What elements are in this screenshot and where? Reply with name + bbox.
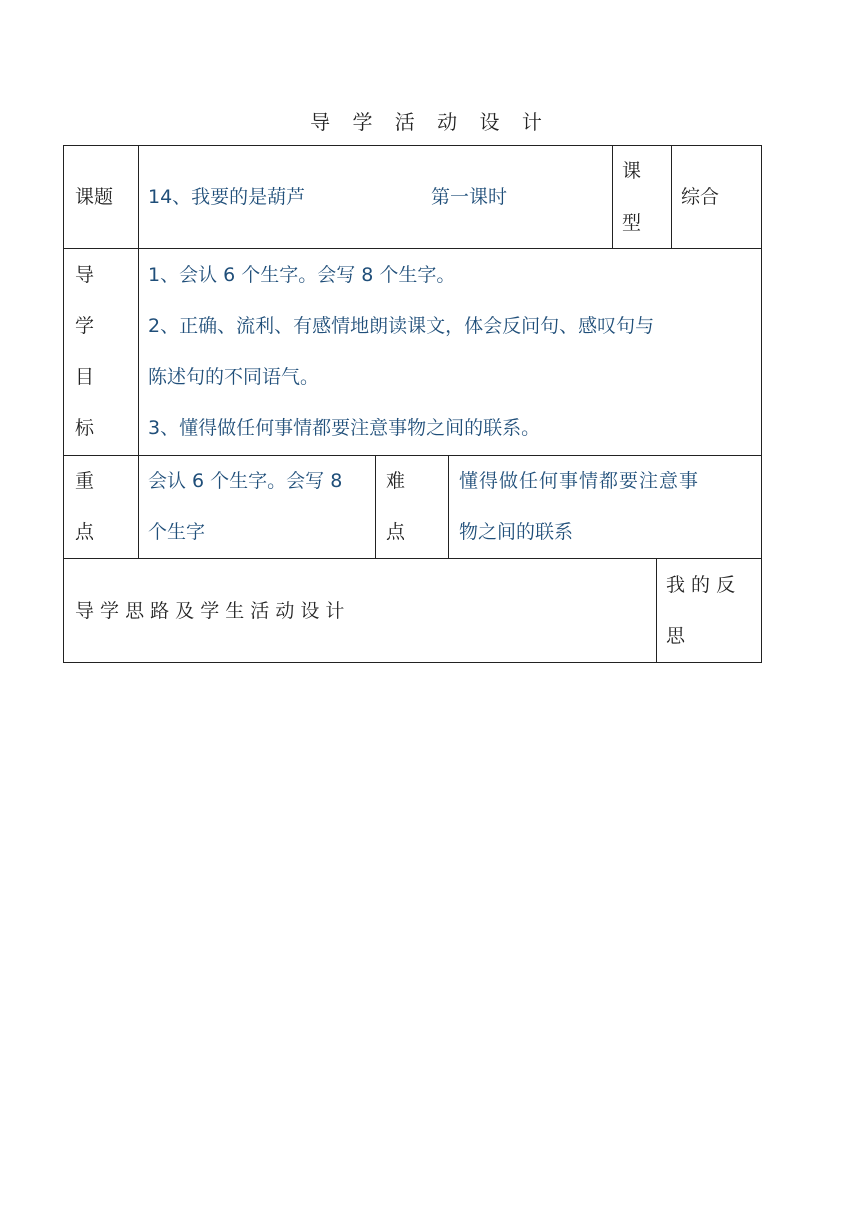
row-divider (63, 248, 762, 249)
col-divider (612, 145, 613, 249)
key-points-label (75, 456, 125, 558)
type-label-line-1: 课 (622, 160, 642, 182)
col-divider (448, 455, 449, 559)
goals-label-char: 学 (75, 315, 95, 337)
goal-item: 2、正确、流利、有感情地朗读课文，体会反问句、感叹句与 (148, 315, 655, 337)
goals-label (75, 250, 125, 454)
key-points-line-2: 个生字 (148, 521, 206, 543)
difficulty-label-line-2: 点 (386, 521, 406, 543)
col-divider (138, 248, 139, 456)
key-points-label-line-1: 重 (75, 470, 95, 492)
goal-item: 1、会认 6 个生字。会写 8 个生字。 (148, 264, 456, 286)
type-label (622, 158, 666, 236)
difficulty-line-1: 懂得做任何事情都要注意事 (459, 470, 700, 492)
type-value: 综合 (681, 186, 720, 208)
col-divider (671, 145, 672, 249)
document-title: 导 学 活 动 设 计 (310, 110, 550, 134)
reflection-label (666, 560, 760, 662)
col-divider (375, 455, 376, 559)
goals-label-char: 标 (75, 417, 95, 439)
period-value: 第一课时 (431, 186, 508, 208)
goal-item: 陈述句的不同语气。 (148, 366, 320, 388)
reflection-label-line-1: 我 的 反 (666, 574, 736, 596)
goals-list (148, 250, 758, 454)
type-label-line-2: 型 (622, 212, 642, 234)
difficulty-label (386, 456, 436, 558)
key-points-value (148, 456, 372, 558)
row-divider (63, 558, 762, 559)
reflection-label-line-2: 思 (666, 625, 686, 647)
goals-label-char: 目 (75, 366, 95, 388)
topic-value: 14、我要的是葫芦 (148, 186, 306, 208)
col-divider (138, 455, 139, 559)
key-points-line-1: 会认 6 个生字。会写 8 (148, 470, 343, 492)
difficulty-label-line-1: 难 (386, 470, 406, 492)
key-points-label-line-2: 点 (75, 521, 95, 543)
col-divider (138, 145, 139, 249)
goals-label-char: 导 (75, 264, 95, 286)
topic-label: 课题 (75, 186, 114, 208)
difficulty-line-2: 物之间的联系 (459, 521, 574, 543)
design-label: 导 学 思 路 及 学 生 活 动 设 计 (75, 600, 345, 622)
difficulty-value (459, 456, 759, 558)
goal-item: 3、懂得做任何事情都要注意事物之间的联系。 (148, 417, 541, 439)
col-divider (656, 558, 657, 663)
